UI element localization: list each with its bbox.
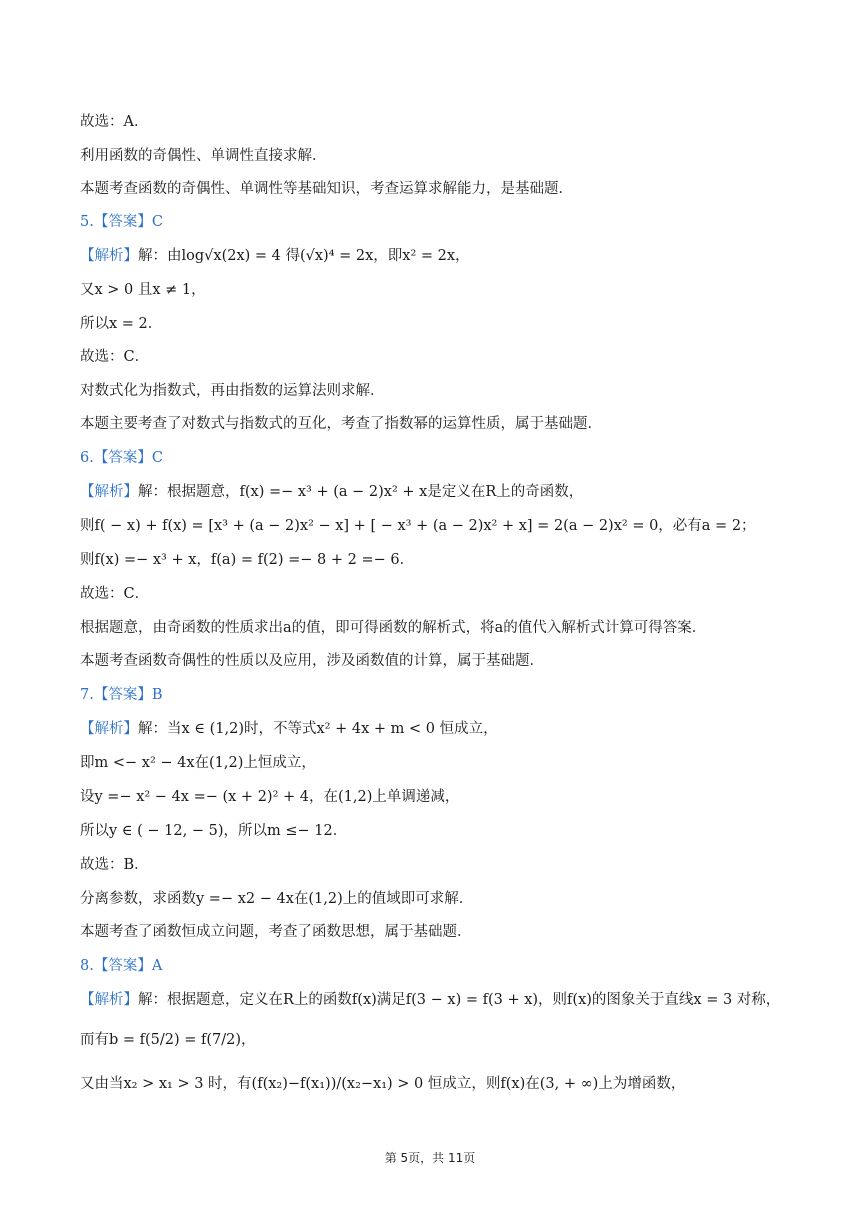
text-line: [80, 414, 602, 434]
text-line: [80, 448, 163, 468]
answer-label: 5.【答案】C: [80, 214, 163, 230]
analysis-label: 【解析】: [80, 992, 138, 1008]
text-line: [80, 956, 162, 976]
answer-label: 7.【答案】B: [80, 687, 163, 703]
text-segment: 解：由log√x(2x) = 4 得(√x)⁴ = 2x，即x² = 2x，: [138, 248, 470, 264]
text-segment: 所以x = 2．: [80, 316, 163, 332]
text-segment: 本题主要考查了对数式与指数式的互化，考查了指数幂的运算性质，属于基础题．: [80, 416, 602, 432]
text-line: [80, 212, 163, 232]
text-line: [80, 347, 149, 367]
text-segment: 本题考查函数奇偶性的性质以及应用，涉及函数值的计算，属于基础题．: [80, 653, 544, 669]
analysis-label: 【解析】: [80, 248, 138, 264]
text-segment: 根据题意，由奇函数的性质求出a的值，即可得函数的解析式，将a的值代入解析式计算可得答案．: [80, 620, 707, 636]
text-line: [80, 550, 414, 570]
text-line: [80, 1074, 685, 1094]
analysis-label: 【解析】: [80, 484, 138, 500]
text-line: [80, 1030, 256, 1050]
text-line: [80, 112, 148, 132]
text-line: [80, 246, 470, 266]
answer-label: 8.【答案】A: [80, 958, 163, 974]
text-segment: 本题考查函数的奇偶性、单调性等基础知识，考查运算求解能力，是基础题．: [80, 181, 573, 197]
text-line: [80, 719, 498, 739]
text-segment: 解：根据题意，定义在R上的函数f(x)满足f(3 − x) = f(3 + x)，则f(x)的图象关于直线x = 3 对称，: [138, 992, 781, 1008]
text-line: [80, 146, 327, 166]
text-segment: 对数式化为指数式，再由指数的运算法则求解．: [80, 383, 385, 399]
text-line: [80, 821, 347, 841]
text-line: [80, 787, 459, 807]
text-line: [80, 516, 756, 536]
text-segment: 故选：A．: [80, 114, 149, 130]
text-line: [80, 314, 162, 334]
text-line: [80, 618, 706, 638]
answer-label: 6.【答案】C: [80, 450, 163, 466]
text-line: [80, 280, 206, 300]
text-line: [80, 685, 163, 705]
text-line: [80, 753, 316, 773]
text-segment: 则f(x) =− x³ + x，f(a) = f(2) =− 8 + 2 =− 6．: [80, 552, 415, 568]
text-line: [80, 922, 472, 942]
text-line: [80, 990, 780, 1010]
text-segment: 故选：C．: [80, 586, 150, 602]
text-segment: 即m <− x² − 4x在(1,2)上恒成立，: [80, 755, 316, 771]
text-segment: 设y =− x² − 4x =− (x + 2)² + 4，在(1,2)上单调递减，: [80, 789, 460, 805]
text-line: [80, 381, 385, 401]
text-segment: 又x > 0 且x ≠ 1，: [80, 282, 206, 298]
text-segment: 而有b = f(5/2) = f(7/2)，: [80, 1032, 256, 1048]
page-footer: 第 5页，共 11页: [384, 1151, 476, 1165]
text-segment: 则f( − x) + f(x) = [x³ + (a − 2)x² − x] + [ − x³ + (a − 2)x² + x] = 2(a − 2)x² = 0，必有a = 2；: [80, 518, 756, 534]
analysis-label: 【解析】: [80, 721, 138, 737]
text-segment: 所以y ∈ ( − 12, − 5)，所以m ≤− 12．: [80, 823, 348, 839]
text-segment: 本题考查了函数恒成立问题，考查了函数思想，属于基础题．: [80, 924, 472, 940]
text-segment: 利用函数的奇偶性、单调性直接求解．: [80, 148, 327, 164]
text-segment: 故选：C．: [80, 349, 150, 365]
text-segment: 分离参数，求函数y =− x2 − 4x在(1,2)上的值域即可求解．: [80, 891, 474, 907]
text-segment: 解：根据题意，f(x) =− x³ + (a − 2)x² + x是定义在R上的奇函数，: [138, 484, 584, 500]
text-line: [80, 584, 149, 604]
text-segment: 又由当x₂ > x₁ > 3 时，有(f(x₂)−f(x₁))/(x₂−x₁) > 0 恒成立，则f(x)在(3, + ∞)上为增函数，: [80, 1076, 686, 1092]
text-segment: 故选：B．: [80, 857, 149, 873]
text-line: [80, 179, 573, 199]
text-line: [80, 482, 583, 502]
text-line: [80, 889, 473, 909]
text-line: [80, 855, 149, 875]
text-line: [80, 651, 544, 671]
text-segment: 解：当x ∈ (1,2)时，不等式x² + 4x + m < 0 恒成立，: [138, 721, 498, 737]
